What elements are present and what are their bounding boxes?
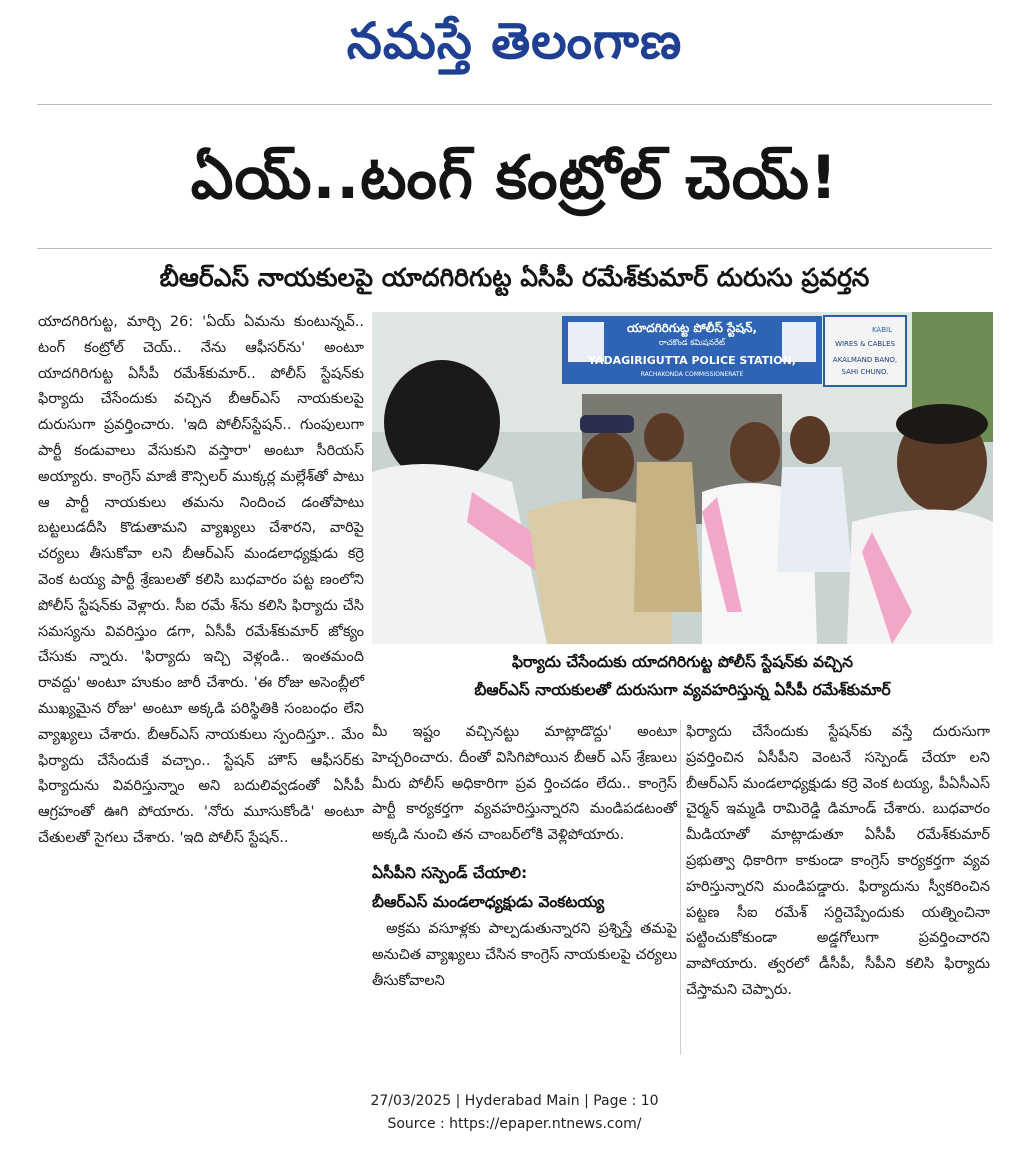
caption-line-2: బీఆర్ఎస్ నాయకులతో దురుసుగా వ్యవహరిస్తున్న ఏసీపీ రమేశ్‌కుమార్ [474,681,891,699]
article-paragraph: యాదగిరిగుట్ట, మార్చి 26: 'ఏయ్ ఏమను కుంటున్నవ్.. టంగ్ కంట్రోల్ చెయ్.. నేను ఆఫీసర్‌ను' అంటూ యాదగిరిగుట్ట ఏసీపీ రమేశ్‌కుమార్.. పోలీస్ స్టేషన్‌కు ఫిర్యాదు చేసేందుకు వచ్చిన బీఆర్ఎస్ నాయకులపై దురుసుగా ప్రవర్తించారు. 'ఇది పోలీస్‌స్టేషన్.. గుంపులుగా పార్టీ కండువాలు వేసుకుని వస్తారా' అంటూ సీరియస్ అయ్యారు. కాంగ్రెస్ మాజీ కౌన్సిలర్ ముక్కర్ల మల్లేశ్‌తో పాటు ఆ పార్టీ నాయకులు తమను నిందించ డంతోపాటు బట్టలుడదీసి కొడుతామని వ్యాఖ్యలు చేశారని, వారిపై చర్యలు తీసుకోవా లని బీఆర్ఎస్ మండలాధ్యక్షుడు కర్రె వెంక టయ్య పార్టీ శ్రేణులతో కలిసి బుధవారం పట్ట ణంలోని పోలీస్ స్టేషన్‌కు వెళ్లారు. సీఐ రమే శ్‌ను కలిసి ఫిర్యాదు చేసి సమస్యను వివరిస్తుం డగా, ఏసీపీ రమేశ్‌కుమార్ జోక్యం చేసుకు న్నారు. 'ఫిర్యాదు ఇచ్చి వెళ్లండి.. ఇంతమంది రావద్దు' అంటూ హుకుం జారీ చేశారు. 'ఈ రోజు అసెంబ్లీలో ముఖ్యమైన రోజు' అంటూ అక్కడి పరిస్థితికి సంబంధం లేని వ్యాఖ్యలు చేశారు. బీఆర్ఎస్ నాయకులు స్పందిస్తూ.. మేం ఫిర్యాదు చేసేందుకే వచ్చాం.. స్టేషన్ హౌస్ ఆఫీసర్‌కు ఫిర్యాదును వివరిస్తున్నాం అని బదులివ్వడంతో ఏసీపీ ఆగ్రహంతో ఊగి పోయారు. 'నోరు మూసుకోండి' అంటూ చేతులతో సైగలు చేశారు. 'ఇది పోలీస్ స్టేషన్.. [38,314,364,846]
shop-line-3: SAHI CHUNO. [841,368,889,376]
photo-caption [372,648,993,704]
sign-sub-te: రాచకొండ కమిషనరేట్ [658,338,726,347]
footer-source: Source : https://epaper.ntnews.com/ [387,1116,642,1132]
shop-sign [824,316,906,386]
top-rule [37,104,992,105]
photo-scene [372,312,993,644]
sign-sub-en: RACHAKONDA COMMISSIONERATE [640,371,744,378]
section-subhead-2: బీఆర్ఎస్ మండలాధ్యక్షుడు వెంకటయ్య [372,892,605,911]
article-paragraph: అక్రమ వసూళ్లకు పాల్పడుతున్నారని ప్రశ్నిస్తే తమపై అనుచిత వ్యాఖ్యలు చేసిన కాంగ్రెస్ నాయకులపై చర్యలు తీసుకోవాలని [372,920,678,989]
masthead: నమస్తే తెలంగాణ [346,11,683,70]
station-sign [562,316,822,384]
headline: ఏయ్..టంగ్ కంట్రోల్ చెయ్! [190,143,839,213]
footer-dateline: 27/03/2025 | Hyderabad Main | Page : 10 [370,1093,659,1109]
sign-title-en: YADAGIRIGUTTA POLICE STATION, [588,354,796,367]
shop-line-2: AKALMAND BANO, [832,356,898,364]
article-column-1 [38,310,364,852]
sign-title-te: యాదగిరిగుట్ట పోలీస్ స్టేషన్, [626,321,758,335]
article-column-3 [686,720,990,1004]
shop-brand: KABIL [871,326,892,334]
subheadline: బీఆర్ఎస్ నాయకులపై యాదగిరిగుట్ట ఏసీపీ రమేశ్‌కుమార్ దురుసు ప్రవర్తన [159,263,870,292]
section-subhead-1: ఏసీపీని సస్పెండ్ చేయాలి: [372,863,528,882]
column-divider [680,720,681,1055]
headline-rule [37,248,992,249]
article-column-2 [372,720,677,994]
article-paragraph: ఫిర్యాదు చేసేందుకు స్టేషన్‌కు వస్తే దురుసుగా ప్రవర్తించిన ఏసీపీని వెంటనే సస్పెండ్ చేయా లని బీఆర్ఎస్ మండలాధ్యక్షుడు కర్రె వెంక టయ్య, పీఏసీఎస్ చైర్మన్ ఇమ్మడి రామిరెడ్డి డిమాండ్ చేశారు. బుధవారం మీడియాతో మాట్లాడుతూ ఏసీపీ రమేశ్‌కుమార్ ప్రభుత్వా ధికారిగా కాకుండా కాంగ్రెస్ కార్యకర్తగా వ్యవ హరిస్తున్నారని మండిపడ్డారు. ఫిర్యాదును స్వీకరించిన పట్టణ సీఐ రమేశ్ సర్దిచెప్పేందుకు యత్నించినా పట్టించుకోకుండా అడ్డగోలుగా ప్రవర్తించారని వాపోయారు. త్వరలో డీసీపీ, సీపీని కలిసి ఫిర్యాదు చేస్తామని చెప్పారు. [686,724,990,998]
shop-line-1: WIRES & CABLES [835,340,895,348]
caption-line-1: ఫిర్యాదు చేసేందుకు యాదగిరిగుట్ట పోలీస్ స్టేషన్‌కు వచ్చిన [512,653,853,671]
news-photo [372,312,993,644]
article-paragraph: మీ ఇష్టం వచ్చినట్టు మాట్లాడొద్దు' అంటూ హెచ్చరించారు. దీంతో విసిగిపోయిన బీఆర్ ఎస్ శ్రేణులు మీరు పోలీస్ అధికారిగా ప్రవ ర్తించడం లేదు.. కాంగ్రెస్ పార్టీ కార్యకర్తగా వ్యవహరిస్తున్నారని మండిపడటంతో అక్కడి నుంచి తన చాంబర్‌లోకి వెళ్లిపోయారు. [372,724,677,844]
